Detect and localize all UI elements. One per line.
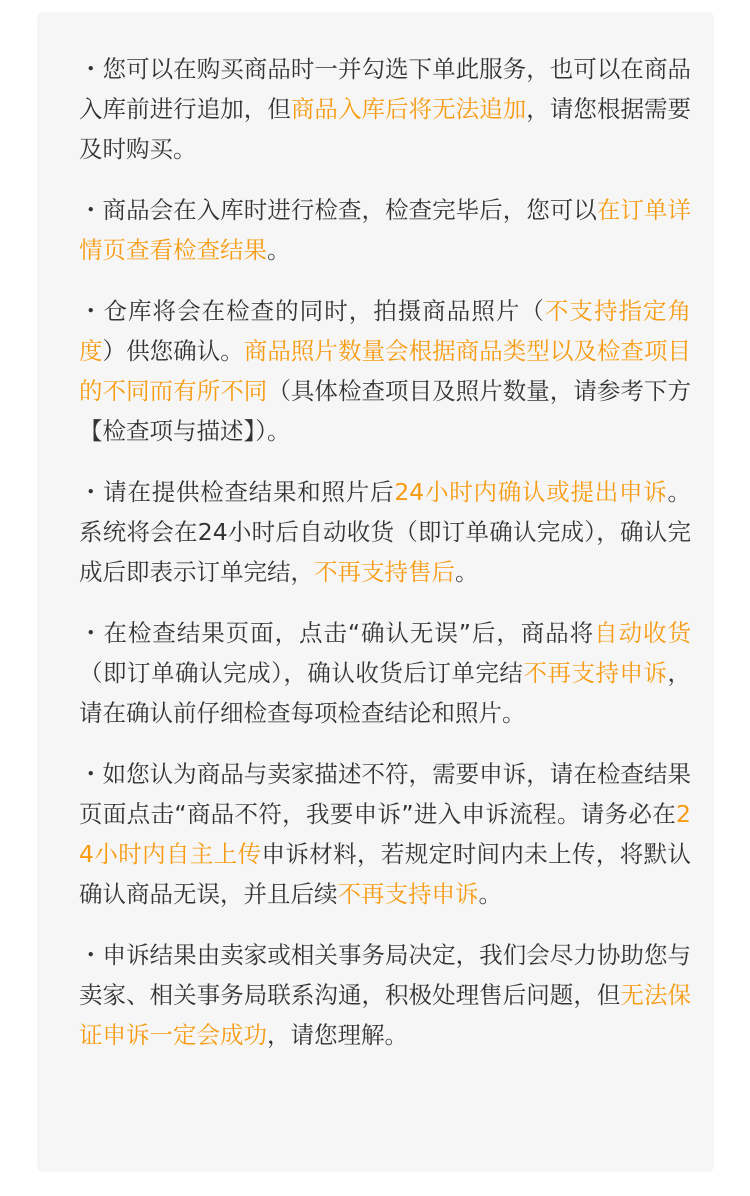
notice-text: 。系统将会在24小时后自动收货（即订单确认完成），确认完成后即表示订单完结， — [79, 478, 692, 586]
notice-text: 。 — [478, 880, 502, 908]
notice-text: ，请您根据需要及时购买。 — [79, 95, 692, 163]
highlighted-text: 不再支持售后 — [314, 558, 455, 586]
highlighted-text: 无法保证申诉一定会成功 — [79, 981, 692, 1049]
notice-text: ・请在提供检查结果和照片后 — [79, 478, 395, 506]
notice-item — [79, 935, 691, 1055]
purchase-notice-list — [79, 49, 691, 1076]
notice-text: （即订单确认完成），确认收货后订单完结 — [79, 659, 524, 687]
highlighted-text: 商品照片数量会根据商品类型以及检查项目的不同而有所不同 — [79, 337, 692, 405]
highlighted-text: 24小时内自主上传 — [79, 800, 691, 868]
notice-text: ・商品会在入库时进行检查，检查完毕后，您可以 — [79, 196, 597, 224]
notice-item — [79, 754, 691, 914]
notice-item — [79, 190, 691, 270]
notice-text: ）供您确认。 — [102, 337, 244, 365]
highlighted-text: 商品入库后将无法追加 — [290, 95, 527, 123]
notice-item — [79, 472, 691, 592]
notice-item — [79, 49, 691, 169]
notice-text: （具体检查项目及照片数量，请参考下方【检查项与描述】）。 — [79, 377, 692, 445]
notice-text: 。 — [267, 236, 291, 264]
highlighted-text: 自动收货 — [594, 619, 691, 647]
notice-text: 申诉材料，若规定时间内未上传，将默认确认商品无误，并且后续 — [79, 840, 692, 908]
highlighted-text: 24小时内确认或提出申诉 — [394, 478, 668, 506]
notice-text: 。 — [455, 558, 479, 586]
notice-item — [79, 613, 691, 733]
highlighted-text: 在订单详情页查看检查结果 — [79, 196, 692, 264]
highlighted-text: 不再支持申诉 — [523, 659, 668, 687]
notice-text: ，请在确认前仔细检查每项检查结论和照片。 — [79, 659, 692, 727]
notice-text: ，请您理解。 — [267, 1021, 408, 1049]
highlighted-text: 不支持指定角度 — [79, 297, 692, 365]
notice-item — [79, 291, 691, 451]
notice-text: ・在检查结果页面，点击“确认无误”后，商品将 — [79, 619, 595, 647]
notice-text: ・您可以在购买商品时一并勾选下单此服务，也可以在商品入库前进行追加，但 — [79, 55, 691, 123]
highlighted-text: 不再支持申诉 — [337, 880, 479, 908]
notice-text: ・申诉结果由卖家或相关事务局决定，我们会尽力协助您与卖家、相关事务局联系沟通，积极处理售后问题，但 — [79, 941, 691, 1009]
notice-text: ・如您认为商品与卖家描述不符，需要申诉，请在检查结果页面点击“商品不符，我要申诉”进入申诉流程。请务必在 — [79, 760, 691, 828]
notice-text: ・仓库将会在检查的同时，拍摄商品照片（ — [79, 297, 545, 325]
